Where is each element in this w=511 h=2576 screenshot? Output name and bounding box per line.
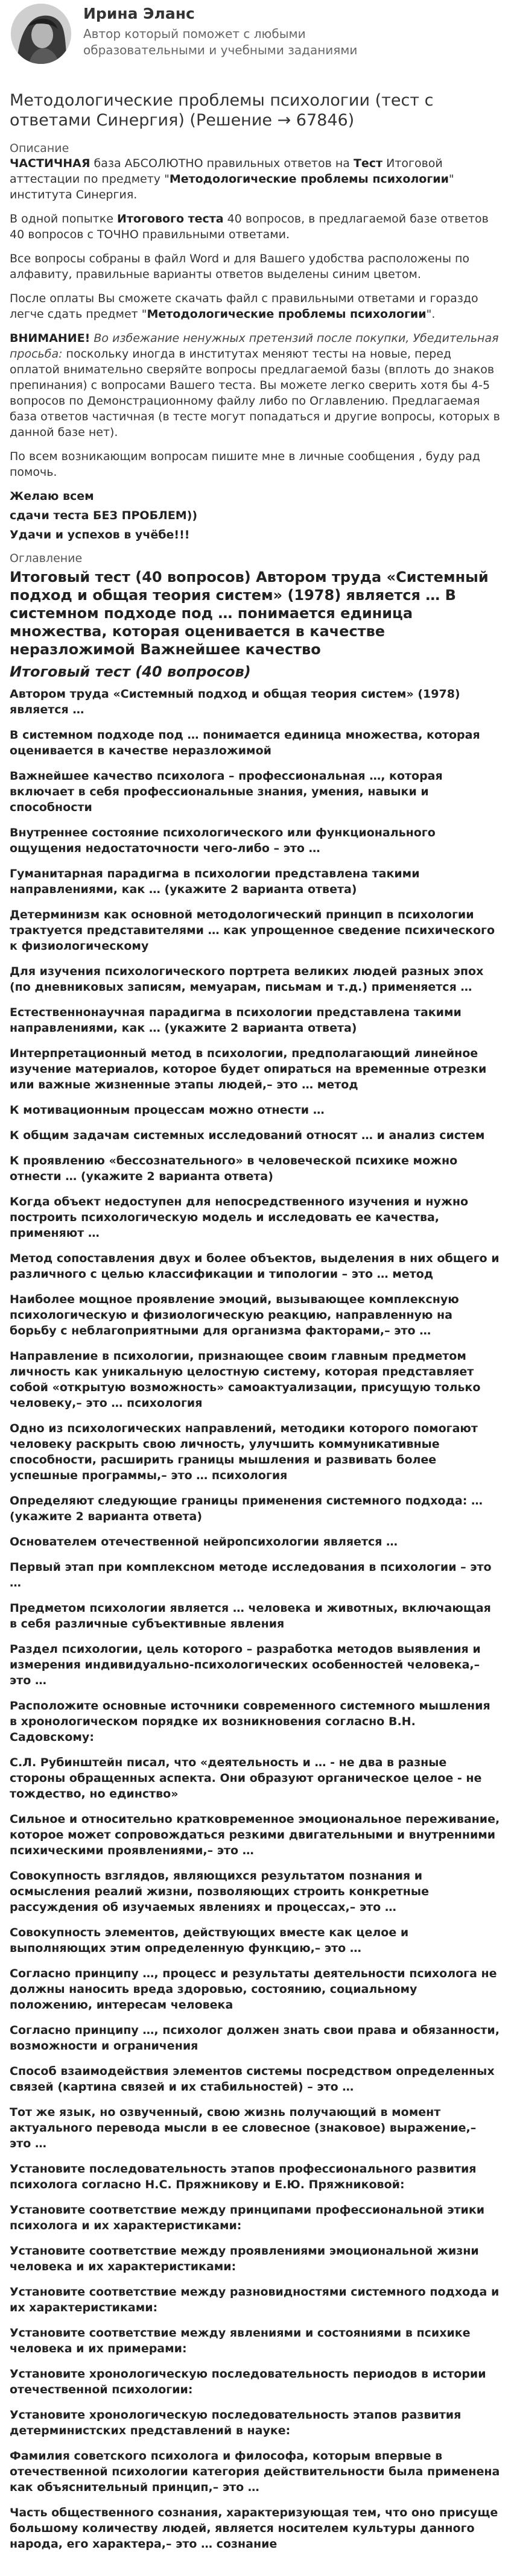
question-item: Фамилия советского психолога и философа, которым впервые в отечественной психологии категория действительности была применена как объяснительный принцип,– это … xyxy=(10,2449,500,2494)
question-item: Наиболее мощное проявление эмоций, вызывающее комплексную психологическую и физиологическую реакцию, направленную на борьбу с неблагоприятными для организма факторами,– это … xyxy=(10,1293,459,1337)
question-item: Для изучения психологического портрета великих людей разных эпох (по дневниковых записям, мемуарам, письмам и т.д.) применяется … xyxy=(10,965,484,994)
question-item: Установите соответствие между явлениями и состояниями в психике человека и их примерами: xyxy=(10,2326,471,2355)
greeting-text: Желаю всем xyxy=(10,490,94,503)
greeting-line xyxy=(10,508,501,523)
question-item: К общим задачам системных исследований относят … и анализ систем xyxy=(10,1129,485,1142)
question-item: К мотивационным процессам можно отнести … xyxy=(10,1103,325,1117)
question-item: Раздел психологии, цель которого – разработка методов выявления и измерения индивидуально-психологических особенностей человека,– это … xyxy=(10,1643,481,1687)
question-item: Естественнонаучная парадигма в психологии представлена такими направлениями, как … (укажите 2 варианта ответа) xyxy=(10,1006,462,1035)
greeting-text: сдачи теста БЕЗ ПРОБЛЕМ)) xyxy=(10,509,198,522)
question-item: Совокупность взглядов, являющихся результатом познания и осмысления реалий жизни, позволяющих строить конкретные рассуждения об изучаемых явлениях и процессах,– это … xyxy=(10,1869,429,1914)
description-text: В одной попытке xyxy=(10,212,118,226)
question-item: Одно из психологических направлений, методики которого помогают человеку раскрыть свою личность, улучшить коммуникативные способности, расширить границы мышления и развивать более успешные программы,– это … психология xyxy=(10,1422,478,1482)
warning-paragraph xyxy=(10,330,501,440)
question-item: Первый этап при комплексном методе исследования в психологии – это … xyxy=(10,1561,492,1589)
question-item: Определяют следующие границы применения системного подхода: … (укажите 2 варианта ответа) xyxy=(10,1494,483,1523)
emphasis-text: ЧАСТИЧНАЯ xyxy=(10,157,90,170)
greeting-text: Удачи и успехов в учёбе!!! xyxy=(10,528,190,541)
question-item: Направление в психологии, признающее своим главным предметом личность как уникальную целостную систему, которая представляет собой «открытую возможность» самоактуализации, присущую только человеку,– это … психология xyxy=(10,1350,481,1410)
question-item: Сильное и относительно кратковременное эмоциональное переживание, которое может сопровождаться резкими двигательными и внутренними психическими проявлениями,– это … xyxy=(10,1813,500,1857)
question-item: Установите последовательность этапов профессионального развития психолога согласно Н.С. Пряжникову и Е.Ю. Пряжниковой: xyxy=(10,2162,477,2191)
question-item: Расположите основные источники современного системного мышления в хронологическом порядке их возникновения согласно В.Н. Садовскому: xyxy=(10,1699,490,1744)
description-text: поскольку иногда в институтах меняют тесты на новые, перед оплатой внимательно сверяйте вопросы предлагаемой базы (вплоть до знаков препинания) с вопросами Вашего теста. Вы можете легко сверить хотя бы 4-5 вопросов по Демонстрационному файлу либо по Оглавлению. Предлагаемая база ответов частичная (в тесте могут попадаться и другие вопросы, которых в данной базе нет). xyxy=(10,347,500,439)
author-card xyxy=(10,0,501,76)
contents-label: Оглавление xyxy=(10,552,83,565)
emphasis-text: Методологические проблемы психологии xyxy=(169,172,449,186)
author-description: Автор который поможет с любыми образовательными и учебными заданиями xyxy=(83,27,358,57)
description-text: Итоговой аттестации по предмету " xyxy=(10,157,443,186)
greeting-line xyxy=(10,488,501,504)
question-item: Способ взаимодействия элементов системы посредством определенных связей (картина связей и их стабильностей) – это … xyxy=(10,2065,495,2094)
question-item: С.Л. Рубинштейн писал, что «деятельность и … - не два в разные стороны обращенных аспекта. Они образуют органическое целое - не тождество, но единство» xyxy=(10,1756,482,1801)
emphasis-text: Тест xyxy=(353,157,383,170)
question-item: Автором труда «Системный подход и общая теория систем» (1978) является … xyxy=(10,687,460,716)
contents-title: Итоговый тест (40 вопросов) Автором труда «Системный подход и общая теория систем» (1978) является … В системном подходе под … понимается единица множества, которая оценивается в качестве неразложимой Важнейшее качество xyxy=(10,569,489,658)
question-item: Интерпретационный метод в психологии, предполагающий линейное изучение материалов, которое будет опираться на временные отрезки или важные жизненные этапы людей,– это … метод xyxy=(10,1047,487,1091)
description-paragraph xyxy=(10,211,501,242)
warning-label: ВНИМАНИЕ! xyxy=(10,332,90,345)
description-paragraph xyxy=(10,291,501,322)
description-paragraph xyxy=(10,156,501,203)
product-title: Методологические проблемы психологии (тест с ответами Синергия) (Решение → 67846) xyxy=(10,91,434,130)
question-item: Установите хронологическую последовательность этапов развития детерминистских представлений в науке: xyxy=(10,2408,462,2437)
description-text: " института Синергия. xyxy=(10,172,454,201)
avatar-photo-icon xyxy=(11,4,71,64)
author-info xyxy=(83,4,421,58)
question-item: Согласно принципу …, процесс и результаты деятельности психолога не должны наносить вреда здоровью, состоянию, социальному положению, интересам человека xyxy=(10,1967,497,2012)
description-paragraph: По всем возникающим вопросам пишите мне в личные сообщения , буду рад помочь. xyxy=(10,450,480,479)
question-item: Когда объект недоступен для непосредственного изучения и нужно построить психологическую модель и исследовать ее качества, применяют … xyxy=(10,1195,469,1240)
question-item: Гуманитарная парадигма в психологии представлена такими направлениями, как … (укажите 2 варианта ответа) xyxy=(10,867,420,896)
contents-subtitle: Итоговый тест (40 вопросов) xyxy=(10,663,251,680)
emphasis-text: Методологические проблемы психологии xyxy=(147,308,427,321)
author-name[interactable]: Ирина Эланс xyxy=(83,5,195,22)
question-item: Установите соответствие между проявлениями эмоциональной жизни человека и их характеристиками: xyxy=(10,2244,479,2273)
description-text: ". xyxy=(426,308,436,321)
question-item: Метод сопоставления двух и более объектов, выделения в них общего и различного с целью классификации и типологии – это … метод xyxy=(10,1252,500,1281)
greeting-line xyxy=(10,527,501,543)
question-item: Предметом психологии является … человека и животных, включающая в себя различные субъективные явления xyxy=(10,1602,491,1631)
question-item: К проявлению «бессознательного» в человеческой психике можно отнести … (укажите 2 варианта ответа) xyxy=(10,1154,458,1183)
description-body xyxy=(10,156,501,543)
author-avatar[interactable] xyxy=(11,4,71,64)
question-item: Часть общественного сознания, характеризующая тем, что оно присуще большому количеству людей, является носителем культуры данного народа, его характера,– это … сознание xyxy=(10,2506,498,2551)
description-text: база АБСОЛЮТНО правильных ответов на xyxy=(90,157,354,170)
question-item: Основателем отечественной нейропсихологии является … xyxy=(10,1535,398,1548)
question-item: Важнейшее качество психолога – профессиональная …, которая включает в себя профессиональные знания, умения, навыки и способности xyxy=(10,769,443,814)
warning-italic-text: Во избежание ненужных претензий после покупки, Убедительная просьба: xyxy=(10,332,499,361)
question-item: Согласно принципу …, психолог должен знать свои права и обязанности, возможности и ограничения xyxy=(10,2024,500,2053)
question-item: Установите соответствие между разновидностями системного подхода и их характеристиками: xyxy=(10,2285,500,2314)
question-list xyxy=(10,686,501,2552)
description-text: После оплаты Вы сможете скачать файл с правильными ответами и гораздо легче сдать предмет " xyxy=(10,292,478,321)
question-item: В системном подходе под … понимается единица множества, которая оценивается в качестве неразложимой xyxy=(10,728,480,757)
description-text: 40 вопросов, в предлагаемой базе ответов 40 вопросов с ТОЧНО правильными ответами. xyxy=(10,212,489,241)
question-item: Тот же язык, но озвученный, свою жизнь получающий в момент актуального перевода мысли в ее словесное (знаковое) выражение,– это … xyxy=(10,2106,477,2150)
question-item: Установите соответствие между принципами профессиональной этики психолога и их характеристиками: xyxy=(10,2203,485,2232)
question-item: Детерминизм как основной методологический принцип в психологии трактуется представителями … как упрощенное сведение психического к физиологическому xyxy=(10,908,495,953)
question-item: Установите хронологическую последовательность периодов в истории отечественной психологии: xyxy=(10,2367,486,2396)
emphasis-text: Итогового теста xyxy=(117,212,224,226)
description-label: Описание xyxy=(10,142,69,155)
description-paragraph: Все вопросы собраны в файл Word и для Вашего удобства расположены по алфавиту, правильные варианты ответов выделены синим цветом. xyxy=(10,252,470,281)
question-item: Внутреннее состояние психологического или функционального ощущения недостаточности чего-либо – это … xyxy=(10,826,436,855)
question-item: Совокупность элементов, действующих вместе как целое и выполняющих этим определенную функцию,– это … xyxy=(10,1926,409,1955)
